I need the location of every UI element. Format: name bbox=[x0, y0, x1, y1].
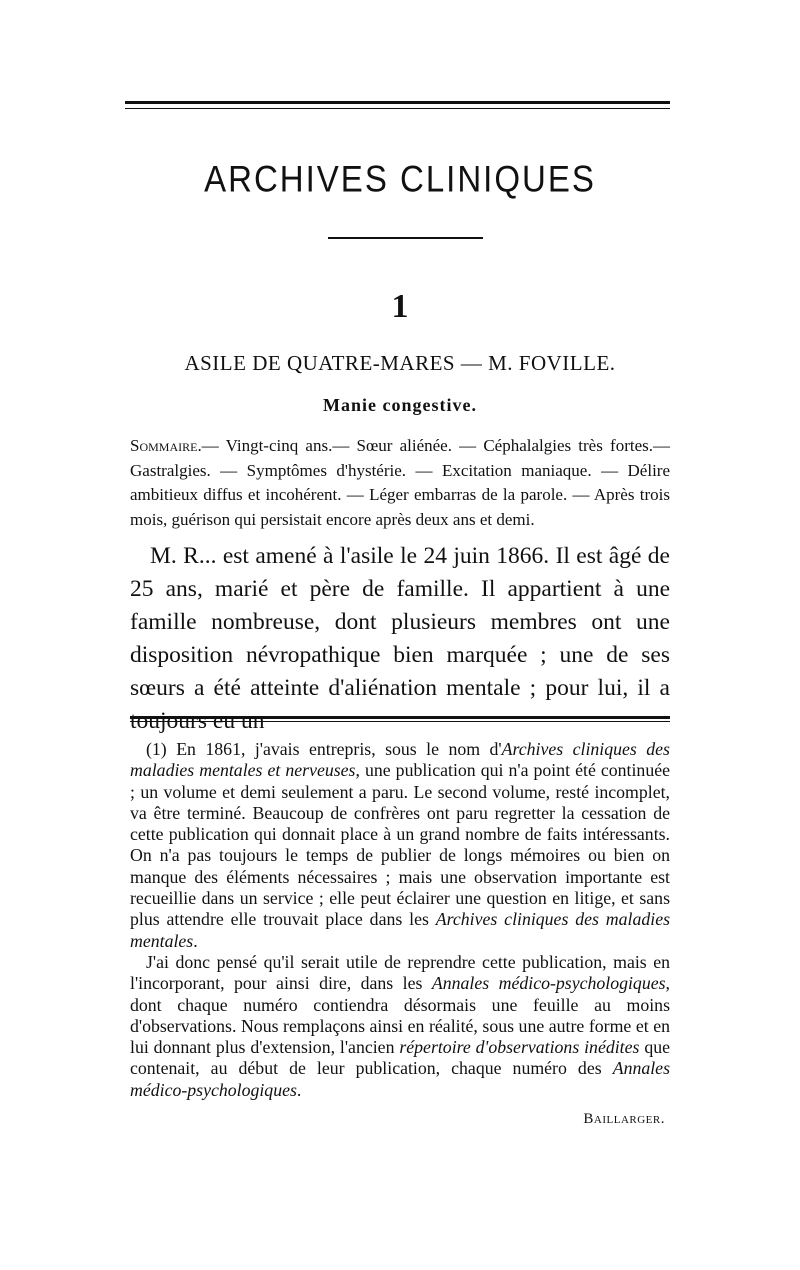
summary-text: — Vingt-cinq ans.— Sœur aliénée. — Céphalalgies très fortes.— Gastralgies. — Symptômes d'hystérie. — Excitation maniaque. — Délire ambitieux diffus et incohérent. — Léger embarras de la parole. — Après trois mois, guérison qui persistait encore après deux ans et demi. bbox=[130, 436, 670, 529]
footnote-text: . bbox=[296, 1079, 302, 1100]
summary-block bbox=[130, 434, 670, 532]
footnote-italic: répertoire d'observations inédites bbox=[399, 1037, 640, 1058]
footnote bbox=[130, 739, 670, 1101]
header-rule-thin bbox=[125, 108, 670, 109]
summary-label: Sommaire. bbox=[130, 436, 202, 455]
footnote-signature: Baillarger. bbox=[583, 1111, 665, 1127]
body-text: M. R... est amené à l'asile le 24 juin 1866. Il est âgé de 25 ans, marié et père de famille. Il appartient à une famille nombreuse, dont plusieurs membres ont une disposition névropathique bien marquée ; une de ses sœurs a été atteinte d'aliénation mentale ; pour lui, il a bbox=[130, 543, 670, 701]
footnote-italic: Annales médico-psychologiques bbox=[130, 1058, 670, 1100]
footnote-italic: Annales médico-psychologiques bbox=[431, 973, 666, 994]
footnote-text: (1) En 1861, j'avais entrepris, sous le nom d' bbox=[146, 739, 502, 759]
footnote-text: J'ai donc pensé qu'il serait utile de reprendre cette publication, mais en l'incorporant, pour ainsi dire, dans les bbox=[130, 951, 670, 994]
footnote-paragraph-2 bbox=[130, 952, 670, 1101]
asylum-heading: ASILE DE QUATRE-MARES — M. FOVILLE. bbox=[184, 351, 616, 375]
footnote-text: . bbox=[193, 930, 198, 951]
header-rule-thick bbox=[125, 101, 670, 104]
footnote-text: que contenait, au début de leur publication, chaque numéro des bbox=[130, 1037, 670, 1079]
footnote-text: , une publication qui n'a point été continuée ; un volume et demi seulement a paru. Le second volume, resté incomplet, va être terminé. Beaucoup de confrères ont paru regretter la cessation de cette publication qui donnait place à un grand nombre de faits intéressants. On n'a pas toujours le temps de publier de longs mémoires ou bien on manque des éléments nécessaires ; mais une observation importante est recueillie dans un service ; elle peut éclairer une question en litige, et sans plus attendre elle trouvait place dans les bbox=[130, 760, 670, 930]
footnote-italic: Archives cliniques des maladies mentales et nerveuses bbox=[130, 739, 670, 781]
body-paragraph bbox=[130, 540, 670, 738]
case-subtitle: Manie congestive. bbox=[323, 395, 477, 415]
title-underline bbox=[328, 237, 483, 239]
article-number: 1 bbox=[391, 288, 409, 325]
page-title: ARCHIVES CLINIQUES bbox=[204, 157, 596, 200]
footnote-rule-thick bbox=[130, 716, 670, 719]
footnote-text: , dont chaque numéro contiendra désormais une feuille au moins d'observations. Nous remplaçons ainsi en réalité, sous une autre forme et en lui donnant plus d'extension, l'ancien bbox=[130, 973, 670, 1058]
footnote-paragraph-1 bbox=[130, 739, 670, 952]
footnote-rule-thin bbox=[130, 721, 670, 722]
footnote-italic: Archives cliniques des maladies mentales bbox=[130, 909, 671, 951]
